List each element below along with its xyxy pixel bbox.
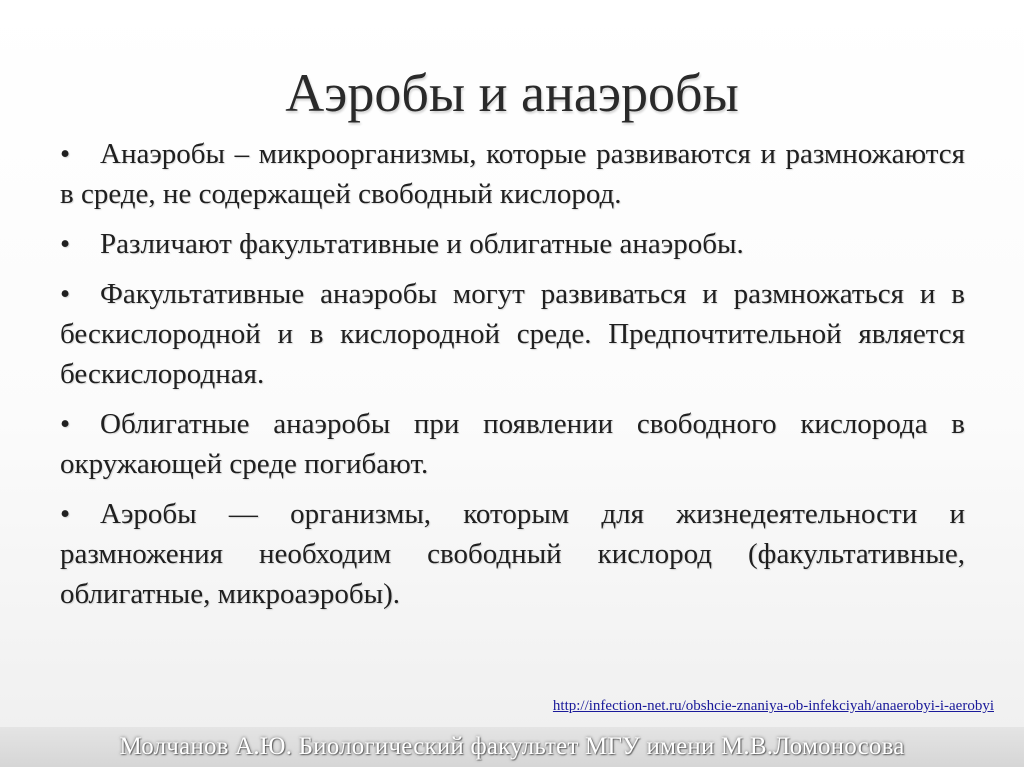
bullet-icon: • bbox=[60, 498, 71, 530]
bullet-text: Факультативные анаэробы могут развиваться и размножаться и в бескислородной и в кислородной среде. Предпочтительной является бескислородная. bbox=[60, 278, 965, 390]
bullet-text: Анаэробы – микроорганизмы, которые развиваются и размножаются в среде, не содержащей свободный кислород. bbox=[60, 138, 965, 210]
bullet-item bbox=[60, 224, 965, 264]
bullet-text: Различают факультативные и облигатные анаэробы. bbox=[100, 228, 744, 260]
bullet-icon: • bbox=[60, 228, 71, 260]
bullet-item bbox=[60, 494, 965, 614]
bullet-icon: • bbox=[60, 408, 71, 440]
footer-text: Молчанов А.Ю. Биологический факультет МГУ имени М.В.Ломоносова bbox=[119, 733, 905, 760]
bullet-icon: • bbox=[60, 138, 71, 170]
slide-title: Аэробы и анаэробы bbox=[285, 63, 739, 123]
bullet-item bbox=[60, 134, 965, 214]
bullet-item bbox=[60, 274, 965, 394]
bullet-item bbox=[60, 404, 965, 484]
source-link[interactable]: http://infection-net.ru/obshcie-znaniya-ob-infekciyah/anaerobyi-i-aerobyi bbox=[552, 698, 994, 714]
bullet-list bbox=[60, 134, 965, 624]
bullet-icon: • bbox=[60, 278, 71, 310]
bullet-text: Облигатные анаэробы при появлении свободного кислорода в окружающей среде погибают. bbox=[60, 408, 965, 480]
bullet-text: Аэробы — организмы, которым для жизнедеятельности и размножения необходим свободный кислород (факультативные, облигатные, микроаэробы). bbox=[60, 498, 965, 610]
footer-bar bbox=[0, 727, 1024, 767]
